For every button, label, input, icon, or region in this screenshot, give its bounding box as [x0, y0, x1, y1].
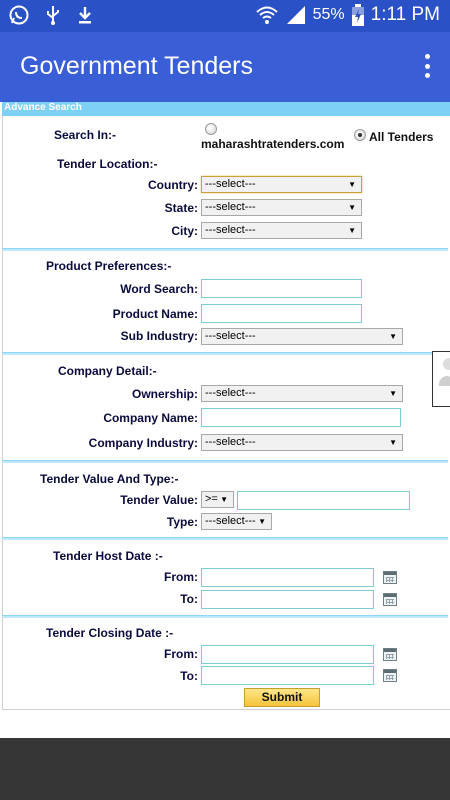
wifi-icon: [255, 4, 279, 26]
company-name-input[interactable]: [201, 408, 401, 427]
signal-icon: [285, 4, 307, 26]
section-divider: [2, 248, 448, 251]
closing-from-date-input[interactable]: [201, 645, 374, 664]
calendar-icon[interactable]: [383, 648, 397, 661]
status-bar: [0, 0, 450, 32]
sub-industry-select[interactable]: ---select--- ▼: [201, 328, 403, 345]
form-border: [2, 116, 3, 710]
advance-search-form: [0, 102, 450, 710]
page-bottom-space: [0, 710, 450, 738]
closing-to-label: To:: [180, 669, 198, 683]
radio-all-tenders[interactable]: [354, 129, 366, 141]
country-label: Country:: [148, 178, 198, 192]
host-from-label: From:: [164, 570, 198, 584]
section-divider: [2, 352, 448, 355]
product-name-input[interactable]: [201, 304, 362, 323]
type-select[interactable]: ---select--- ▼: [201, 513, 272, 530]
state-select[interactable]: ---select--- ▼: [201, 199, 362, 216]
section-divider: [2, 460, 448, 463]
tender-value-operator-select[interactable]: >= ▼: [201, 491, 234, 508]
ownership-label: Ownership:: [131, 387, 198, 401]
app-bar: [0, 32, 450, 102]
city-label: City:: [171, 224, 198, 238]
closing-to-date-input[interactable]: [201, 666, 374, 685]
type-label: Type:: [166, 515, 198, 529]
status-left-icons: [8, 4, 94, 26]
state-label: State:: [164, 201, 198, 215]
tender-location-heading: Tender Location:-: [57, 157, 158, 171]
product-preferences-heading: Product Preferences:-: [46, 259, 172, 273]
ownership-select[interactable]: ---select--- ▼: [201, 385, 403, 402]
usb-icon: [44, 4, 62, 26]
battery-percent: 55%: [312, 6, 345, 23]
search-in-label: Search In:-: [54, 128, 117, 142]
overflow-menu-icon[interactable]: [424, 54, 430, 78]
company-name-label: Company Name:: [103, 411, 198, 425]
whatsapp-icon: [8, 4, 30, 26]
company-industry-label: Company Industry:: [88, 436, 198, 450]
host-to-label: To:: [180, 592, 198, 606]
status-right: [255, 3, 440, 27]
calendar-icon[interactable]: [383, 669, 397, 682]
submit-button[interactable]: Submit: [244, 688, 320, 707]
closing-from-label: From:: [164, 647, 198, 661]
tender-value-label: Tender Value:: [120, 493, 198, 507]
clock: 1:11 PM: [370, 4, 440, 25]
sub-industry-label: Sub Industry:: [120, 329, 198, 343]
closing-date-heading: Tender Closing Date :-: [46, 626, 174, 640]
download-icon: [76, 4, 94, 26]
section-divider: [2, 537, 448, 540]
company-detail-heading: Company Detail:-: [58, 364, 157, 378]
country-select[interactable]: ---select--- ▼: [201, 176, 362, 193]
calendar-icon[interactable]: [383, 593, 397, 606]
product-name-label: Product Name:: [112, 307, 198, 321]
word-search-label: Word Search:: [120, 282, 198, 296]
word-search-input[interactable]: [201, 279, 362, 298]
calendar-icon[interactable]: [383, 571, 397, 584]
company-industry-select[interactable]: ---select--- ▼: [201, 434, 403, 451]
section-divider: [2, 615, 448, 618]
host-from-date-input[interactable]: [201, 568, 374, 587]
tender-value-heading: Tender Value And Type:-: [40, 472, 179, 486]
side-floating-widget[interactable]: [432, 351, 450, 407]
host-date-heading: Tender Host Date :-: [53, 549, 163, 563]
tender-value-input[interactable]: [237, 491, 410, 510]
app-title: Government Tenders: [20, 52, 253, 80]
radio-maharashtratenders-label: maharashtratenders.com: [201, 137, 345, 151]
host-to-date-input[interactable]: [201, 590, 374, 609]
city-select[interactable]: ---select--- ▼: [201, 222, 362, 239]
system-navigation-bar: [0, 738, 450, 800]
form-header: Advance Search: [2, 102, 450, 116]
radio-maharashtratenders[interactable]: [205, 123, 217, 135]
battery-charging-icon: [351, 3, 365, 27]
radio-all-tenders-label: All Tenders: [369, 130, 434, 144]
